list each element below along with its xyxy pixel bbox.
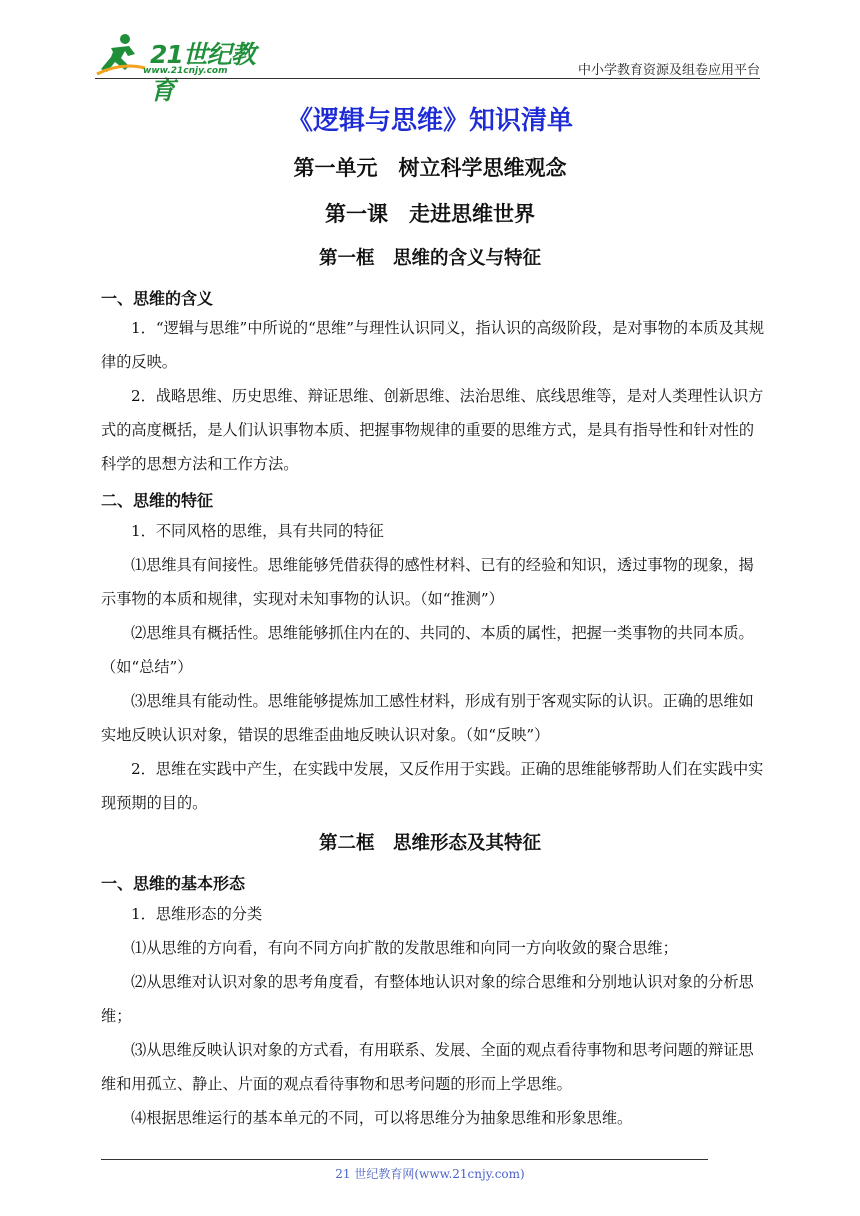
paragraph: 1．“逻辑与思维”中所说的“思维”与理性认识同义，指认识的高级阶段，是对事物的本质及其规律的反映。	[101, 319, 765, 371]
paragraph: ⑶从思维反映认识对象的方式看，有用联系、发展、全面的观点看待事物和思考问题的辩证思维和用孤立、静止、片面的观点看待事物和思考问题的形而上学思维。	[101, 1041, 754, 1093]
paragraph: ⑶思维具有能动性。思维能够提炼加工感性材料，形成有别于客观实际的认识。正确的思维如实地反映认识对象，错误的思维歪曲地反映认识对象。（如“反映”）	[101, 692, 754, 744]
paragraph: ⑴思维具有间接性。思维能够凭借获得的感性材料、已有的经验和知识，透过事物的现象，揭示事物的本质和规律，实现对未知事物的认识。（如“推测”）	[101, 556, 754, 608]
paragraph: 2．思维在实践中产生，在实践中发展，又反作用于实践。正确的思维能够帮助人们在实践中实现预期的目的。	[101, 760, 764, 812]
brand-logo	[95, 30, 265, 105]
paragraph: ⑵从思维对认识对象的思考角度看，有整体地认识对象的综合思维和分别地认识对象的分析思维；	[101, 973, 754, 1025]
paragraph: ⑷根据思维运行的基本单元的不同，可以将思维分为抽象思维和形象思维。	[131, 1109, 633, 1127]
brand-url: www.21cnjy.com	[143, 66, 228, 76]
section-heading: 二、思维的特征	[101, 491, 214, 510]
unit-heading: 第一单元 树立科学思维观念	[293, 155, 567, 180]
platform-name: 中小学教育资源及组卷应用平台	[577, 63, 760, 78]
paragraph: ⑵思维具有概括性。思维能够抓住内在的、共同的、本质的属性，把握一类事物的共同本质。（如“总结”）	[101, 624, 754, 676]
header-divider	[95, 78, 760, 79]
paragraph: 2．战略思维、历史思维、辩证思维、创新思维、法治思维、底线思维等，是对人类理性认识方式的高度概括，是人们认识事物本质、把握事物规律的重要的思维方式，是具有指导性和针对性的科学的思想方法和工作方法。	[101, 387, 764, 473]
frame2-heading: 第二框 思维形态及其特征	[318, 833, 541, 854]
footer-text: 21 世纪教育网(www.21cnjy.com)	[335, 1167, 525, 1181]
lesson-heading: 第一课 走进思维世界	[325, 201, 535, 226]
document-title: 《逻辑与思维》知识清单	[286, 106, 573, 136]
section-heading: 一、思维的含义	[101, 289, 214, 308]
paragraph: 1．不同风格的思维，具有共同的特征	[131, 522, 384, 540]
page-header	[95, 30, 760, 105]
runner-logo-icon	[95, 32, 147, 76]
section-heading: 一、思维的基本形态	[101, 874, 246, 893]
footer-divider	[101, 1159, 708, 1160]
paragraph: 1．思维形态的分类	[131, 905, 263, 923]
frame1-heading: 第一框 思维的含义与特征	[318, 248, 541, 269]
paragraph: ⑴从思维的方向看，有向不同方向扩散的发散思维和向同一方向收敛的聚合思维；	[131, 939, 678, 957]
brand-name: 21世纪教育	[150, 40, 255, 105]
